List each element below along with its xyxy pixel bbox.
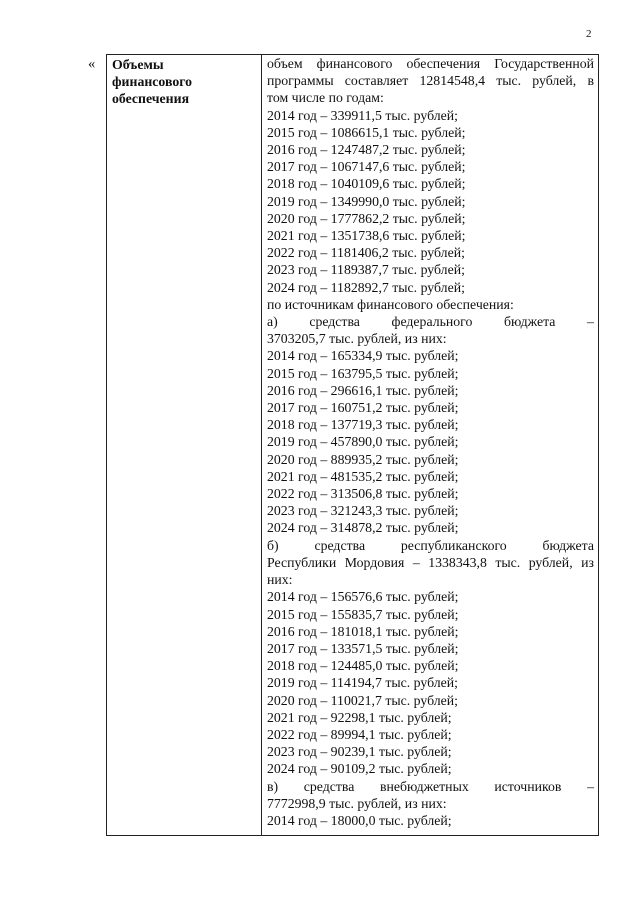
text-line: 2024 год – 1182892,7 тыс. рублей; bbox=[267, 279, 465, 295]
text-line: 2016 год – 296616,1 тыс. рублей; bbox=[267, 382, 459, 398]
word: – bbox=[587, 314, 594, 330]
text-line: 2015 год – 155835,7 тыс. рублей; bbox=[267, 606, 459, 622]
text-line: 2019 год – 1349990,0 тыс. рублей; bbox=[267, 193, 466, 209]
text-line: 2020 год – 889935,2 тыс. рублей; bbox=[267, 451, 459, 467]
word: составляет bbox=[344, 73, 409, 89]
word: средства bbox=[303, 778, 355, 794]
text-line: них: bbox=[267, 572, 293, 588]
word: б) bbox=[267, 537, 279, 553]
text-line: 2018 год – 1040109,6 тыс. рублей; bbox=[267, 176, 466, 192]
word: программы bbox=[267, 73, 334, 89]
text-line: 2015 год – 1086615,1 тыс. рублей; bbox=[267, 124, 466, 140]
text-line: 2014 год – 165334,9 тыс. рублей; bbox=[267, 348, 459, 364]
text-line: 7772998,9 тыс. рублей, из них: bbox=[267, 795, 447, 811]
word: тыс. bbox=[495, 554, 521, 570]
word: средства bbox=[309, 314, 360, 330]
justified-text-line bbox=[267, 537, 594, 554]
text-line: 2021 год – 481535,2 тыс. рублей; bbox=[267, 468, 459, 484]
justified-text-line bbox=[267, 778, 594, 795]
word: – bbox=[412, 554, 420, 570]
word: Государственной bbox=[494, 56, 594, 71]
word: обеспечения bbox=[406, 56, 481, 71]
financing-details-cell bbox=[262, 55, 599, 836]
word: Мордовия bbox=[344, 554, 405, 570]
word: бюджета bbox=[542, 537, 594, 553]
opening-quote: « bbox=[88, 56, 96, 72]
text-line: 2018 год – 137719,3 тыс. рублей; bbox=[267, 417, 459, 433]
text-line: том числе по годам: bbox=[267, 90, 384, 106]
text-line: 2021 год – 1351738,6 тыс. рублей; bbox=[267, 228, 466, 244]
word: а) bbox=[267, 314, 278, 330]
word: финансового bbox=[316, 56, 393, 71]
text-line: 3703205,7 тыс. рублей, из них: bbox=[267, 331, 447, 347]
word: тыс. bbox=[496, 73, 522, 89]
section-label-cell bbox=[107, 55, 262, 836]
justified-text-line bbox=[267, 554, 594, 571]
text-line: по источникам финансового обеспечения: bbox=[267, 296, 514, 312]
text-line: 2016 год – 1247487,2 тыс. рублей; bbox=[267, 142, 466, 158]
text-line: 2017 год – 133571,5 тыс. рублей; bbox=[267, 640, 459, 656]
text-line: 2023 год – 1189387,7 тыс. рублей; bbox=[267, 262, 465, 278]
text-line: 2023 год – 321243,3 тыс. рублей; bbox=[267, 503, 459, 519]
section-label-line: финансового bbox=[112, 74, 193, 90]
word: – bbox=[587, 778, 594, 794]
word: в bbox=[587, 73, 594, 89]
word: внебюджетных bbox=[380, 778, 469, 794]
text-line: 2019 год – 457890,0 тыс. рублей; bbox=[267, 434, 459, 450]
word: объем bbox=[267, 56, 303, 71]
text-line: 2018 год – 124485,0 тыс. рублей; bbox=[267, 658, 459, 674]
word: 12814548,4 bbox=[419, 73, 486, 89]
page-number: 2 bbox=[586, 28, 592, 40]
text-line: 2014 год – 156576,6 тыс. рублей; bbox=[267, 589, 459, 605]
word: 1338343,8 bbox=[428, 554, 487, 570]
table-row bbox=[107, 55, 599, 836]
text-line: 2022 год – 89994,1 тыс. рублей; bbox=[267, 726, 452, 742]
text-line: 2020 год – 1777862,2 тыс. рублей; bbox=[267, 210, 466, 226]
text-line: 2020 год – 110021,7 тыс. рублей; bbox=[267, 692, 459, 708]
text-line: 2014 год – 18000,0 тыс. рублей; bbox=[267, 812, 452, 828]
text-line: 2021 год – 92298,1 тыс. рублей; bbox=[267, 709, 452, 725]
word: рублей, bbox=[528, 554, 573, 570]
justified-text-line bbox=[267, 72, 594, 89]
text-line: 2017 год – 160751,2 тыс. рублей; bbox=[267, 400, 459, 416]
text-line: 2015 год – 163795,5 тыс. рублей; bbox=[267, 365, 459, 381]
text-line: 2022 год – 313506,8 тыс. рублей; bbox=[267, 486, 459, 502]
word: федерального bbox=[391, 314, 473, 330]
word: средства bbox=[314, 537, 366, 553]
word: из bbox=[581, 554, 594, 570]
text-line: 2017 год – 1067147,6 тыс. рублей; bbox=[267, 159, 466, 175]
justified-text-line bbox=[267, 55, 594, 72]
word: бюджета bbox=[503, 314, 556, 330]
word: в) bbox=[267, 778, 279, 794]
section-label-line: Объемы bbox=[112, 57, 164, 72]
justified-text-line bbox=[267, 313, 594, 330]
section-label-line: обеспечения bbox=[112, 91, 190, 107]
text-line: 2016 год – 181018,1 тыс. рублей; bbox=[267, 623, 459, 639]
word: Республики bbox=[267, 554, 337, 570]
word: источников bbox=[494, 778, 562, 794]
text-line: 2024 год – 90109,2 тыс. рублей; bbox=[267, 761, 452, 777]
word: республиканского bbox=[400, 537, 507, 553]
text-line: 2014 год – 339911,5 тыс. рублей; bbox=[267, 107, 459, 123]
text-line: 2023 год – 90239,1 тыс. рублей; bbox=[267, 744, 452, 760]
text-line: 2019 год – 114194,7 тыс. рублей; bbox=[267, 675, 459, 691]
text-line: 2024 год – 314878,2 тыс. рублей; bbox=[267, 520, 459, 536]
text-line: 2022 год – 1181406,2 тыс. рублей; bbox=[267, 245, 465, 261]
program-passport-table bbox=[106, 54, 599, 836]
word: рублей, bbox=[532, 73, 577, 89]
